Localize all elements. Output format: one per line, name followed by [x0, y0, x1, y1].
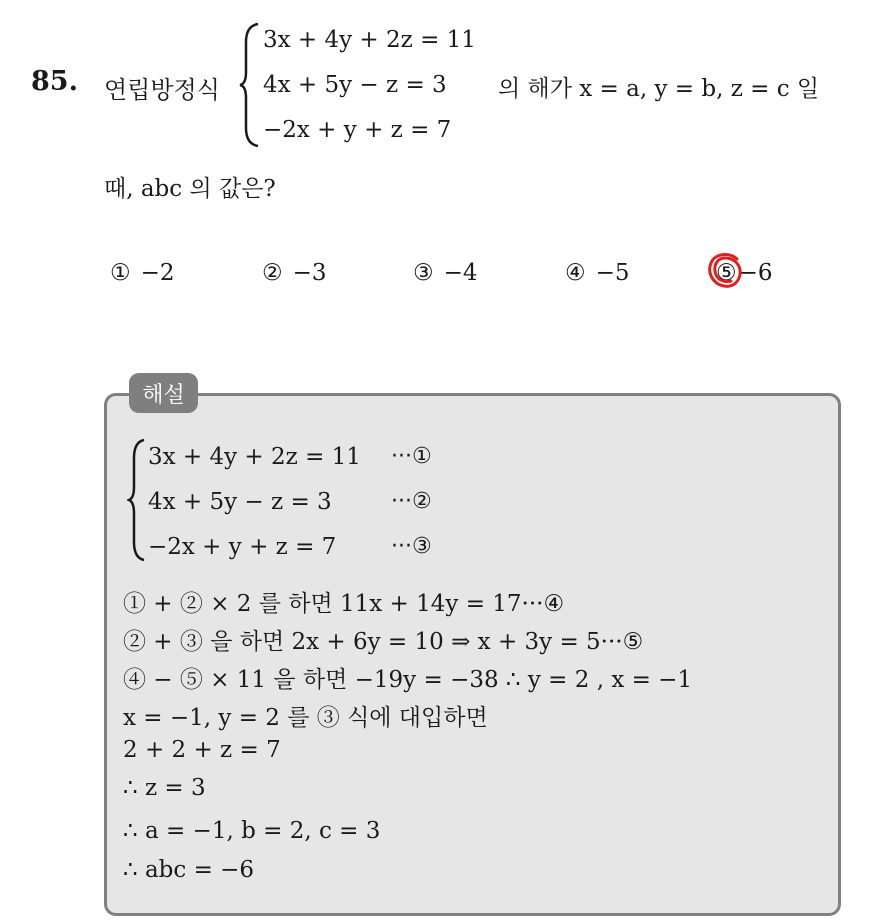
system-equation-3: −2x + y + z = 7 [263, 117, 452, 143]
solution-step-3: ④ − ⑤ × 11 을 하면 −19y = −38 ∴ y = 2 , x = −1 [123, 667, 693, 693]
solution-equation-3-ref: ···③ [391, 534, 432, 559]
choice-2-value: −3 [292, 260, 327, 286]
system-equation-1: 3x + 4y + 2z = 11 [263, 27, 476, 53]
solution-equation-1-ref: ···① [391, 444, 432, 469]
solution-tag: 해설 [129, 373, 198, 413]
solution-equation-2-ref: ···② [391, 489, 432, 514]
choice-2[interactable] [262, 260, 327, 286]
choice-3-mark: ③ [413, 260, 434, 286]
choice-3-value: −4 [443, 260, 478, 286]
solution-step-4: x = −1, y = 2 를 ③ 식에 대입하면 [123, 705, 488, 731]
solution-equation-1: 3x + 4y + 2z = 11 [148, 444, 361, 470]
solution-step-8: ∴ abc = −6 [123, 857, 255, 883]
solution-equation-3: −2x + y + z = 7 [148, 534, 337, 560]
choice-4-mark: ④ [565, 260, 586, 286]
choice-5-mark: ⑤ [716, 260, 737, 286]
solution-step-2: ② + ③ 을 하면 2x + 6y = 10 ⇒ x + 3y = 5···⑤ [123, 629, 644, 655]
solution-step-7: ∴ a = −1, b = 2, c = 3 [123, 818, 381, 844]
choice-4[interactable] [565, 260, 630, 286]
solution-step-6: ∴ z = 3 [123, 775, 206, 801]
choice-3[interactable] [413, 260, 478, 286]
solution-step-5: 2 + 2 + z = 7 [123, 737, 281, 763]
solution-step-1: ① + ② × 2 를 하면 11x + 14y = 17···④ [123, 591, 565, 617]
choice-4-value: −5 [595, 260, 630, 286]
system-brace [238, 22, 262, 148]
question-intro: 연립방정식 [104, 76, 220, 104]
choice-1-mark: ① [110, 260, 131, 286]
answer-circle-mark [706, 251, 744, 291]
question-text: 때, abc 의 값은? [104, 176, 276, 202]
choice-1[interactable] [110, 260, 175, 286]
solution-equation-2: 4x + 5y − z = 3 [148, 489, 332, 515]
choice-1-value: −2 [140, 260, 175, 286]
question-condition: 의 해가 x = a, y = b, z = c 일 [498, 76, 820, 102]
question-number: 85. [31, 66, 78, 97]
solution-system-brace [127, 438, 147, 562]
choice-2-mark: ② [262, 260, 283, 286]
choice-5-value: −6 [738, 260, 773, 286]
system-equation-2: 4x + 5y − z = 3 [263, 72, 447, 98]
